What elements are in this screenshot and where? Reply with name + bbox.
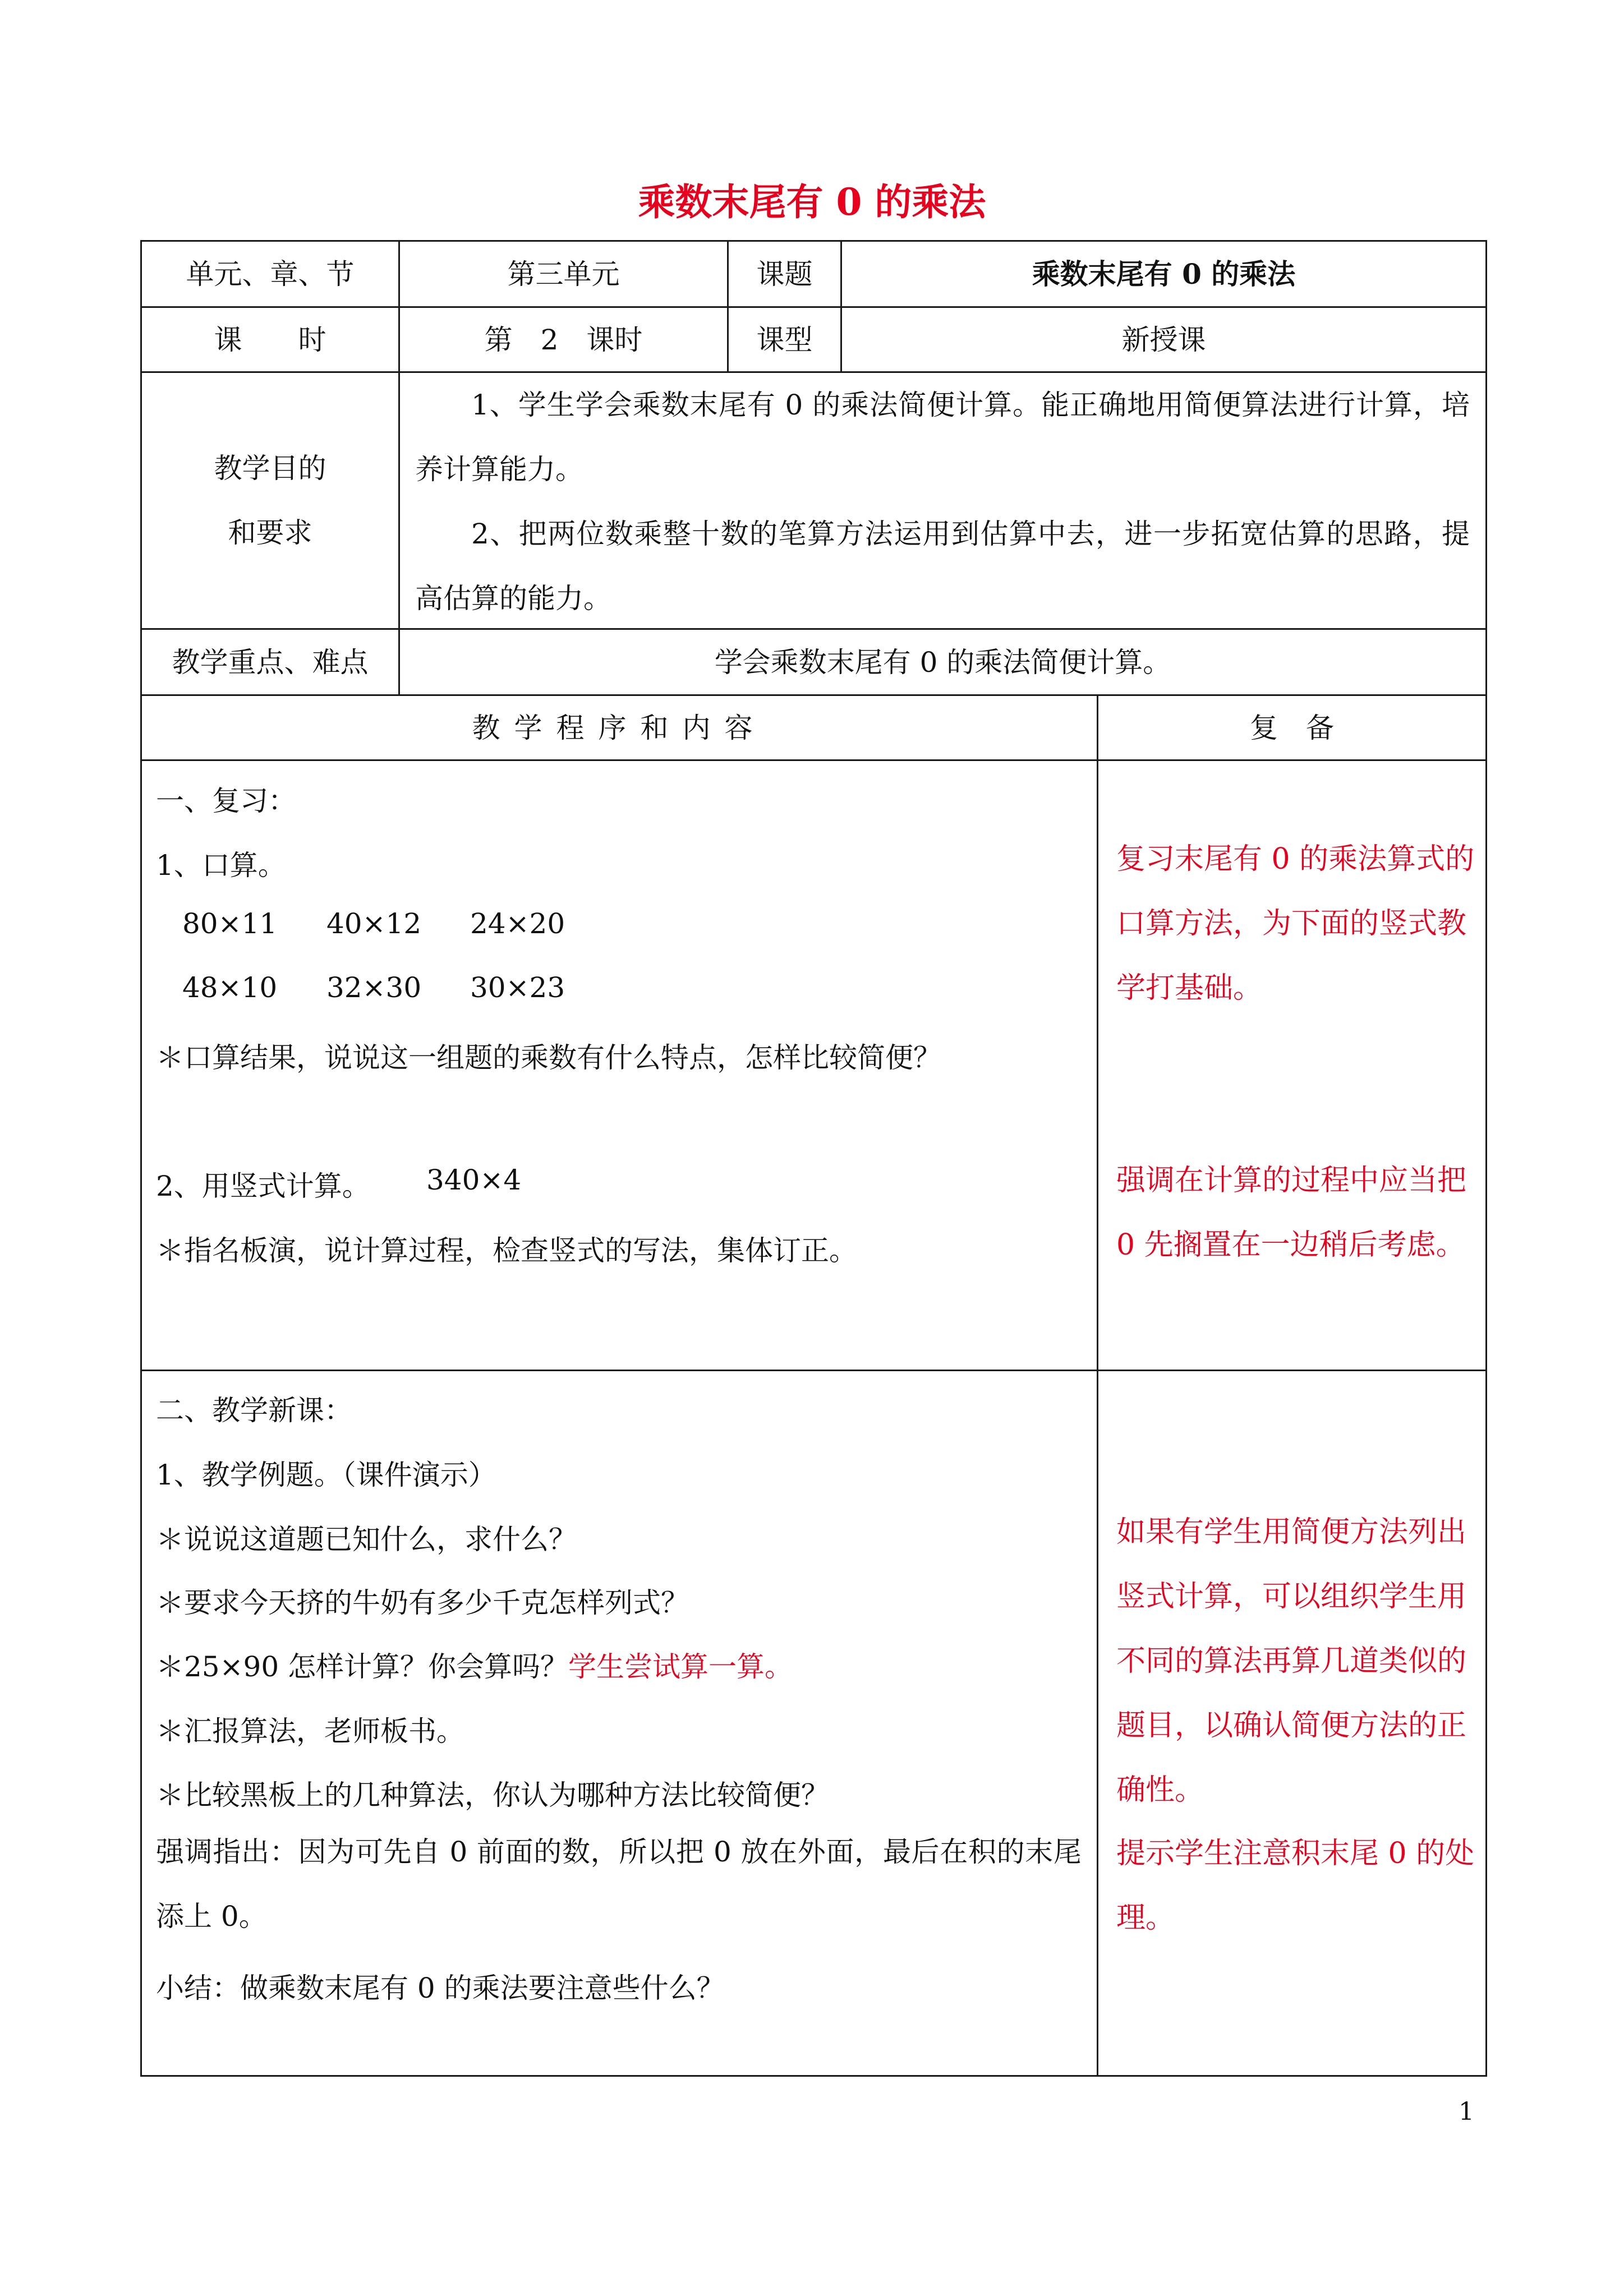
oral-item: 48×10 [182,971,278,1004]
unit-value: 第三单元 [507,257,620,291]
period-value: 第 2 课时 [484,323,643,356]
new-lesson-note-2: 提示学生注意积末尾 0 的处理。 [1116,1837,1475,1935]
oral-item: 24×20 [470,907,565,940]
question-3 [156,1644,793,1685]
question-3-red-note: 学生尝试算一算。 [568,1650,793,1683]
vertical-heading: 2、用竖式计算。 [156,1170,370,1202]
review-note-2: 强调在计算的过程中应当把 0 先搁置在一边稍后考虑。 [1116,1164,1467,1262]
question-5: ＊比较黑板上的几种算法，你认为哪种方法比较简便？ [156,1779,829,1811]
content-column-header: 教学程序和内容 [472,711,767,744]
emphasis: 强调指出：因为可先自 0 前面的数，所以把 0 放在外面，最后在积的末尾添上 0。 [156,1836,1082,1933]
goal-item-2: 2、把两位数乘整十数的笔算方法运用到估算中去，进一步拓宽估算的思路，提高估算的能力。 [415,518,1470,615]
notes-column-header: 复 备 [1250,711,1334,744]
page-number: 1 [1459,2097,1474,2126]
example-heading: 1、教学例题。（课件演示） [156,1459,496,1491]
type-label: 课型 [756,323,813,356]
focus-label: 教学重点、难点 [172,646,369,679]
type-value: 新授课 [1121,323,1206,356]
goal-item-1: 1、学生学会乘数末尾有 0 的乘法简便计算。能正确地用简便算法进行计算，培养计算能力。 [415,389,1470,486]
period-label: 课 时 [214,323,326,356]
review-heading: 一、复习： [156,785,296,817]
oral-question: ＊口算结果，说说这一组题的乘数有什么特点，怎样比较简便？ [156,1041,941,1074]
new-lesson-note-1: 如果有学生用简便方法列出竖式计算，可以组织学生用不同的算法再算几道类似的题目，以确认简便方法的正确性。 [1116,1515,1467,1807]
summary: 小结：做乘数末尾有 0 的乘法要注意些什么？ [156,1972,725,2004]
oral-item: 30×23 [470,971,565,1004]
question-1: ＊说说这道题已知什么，求什么？ [156,1523,577,1556]
topic-value: 乘数末尾有 0 的乘法 [1032,257,1296,291]
vertical-expression: 340×4 [426,1164,522,1196]
question-2: ＊要求今天挤的牛奶有多少千克怎样列式？ [156,1587,689,1619]
vertical-note: ＊指名板演，说计算过程，检查竖式的写法，集体订正。 [156,1234,857,1267]
oral-item: 40×12 [326,907,422,940]
topic-label: 课题 [756,257,813,291]
new-lesson-heading: 二、教学新课： [156,1394,352,1427]
page-title: 乘数末尾有 0 的乘法 [638,180,986,224]
oral-item: 32×30 [326,971,422,1004]
question-4: ＊汇报算法，老师板书。 [156,1715,464,1748]
oral-item: 80×11 [182,907,278,940]
focus-value: 学会乘数末尾有 0 的乘法简便计算。 [714,646,1171,679]
goals-label [142,373,398,628]
goals-label-line1: 教学目的 [214,451,326,485]
oral-heading: 1、口算。 [156,849,286,882]
review-note-1: 复习末尾有 0 的乘法算式的口算方法，为下面的竖式教学打基础。 [1116,842,1475,1005]
goals-label-line2: 和要求 [228,516,312,549]
question-3-text: ＊25×90 怎样计算？你会算吗？ [156,1650,569,1683]
unit-label: 单元、章、节 [186,257,355,291]
